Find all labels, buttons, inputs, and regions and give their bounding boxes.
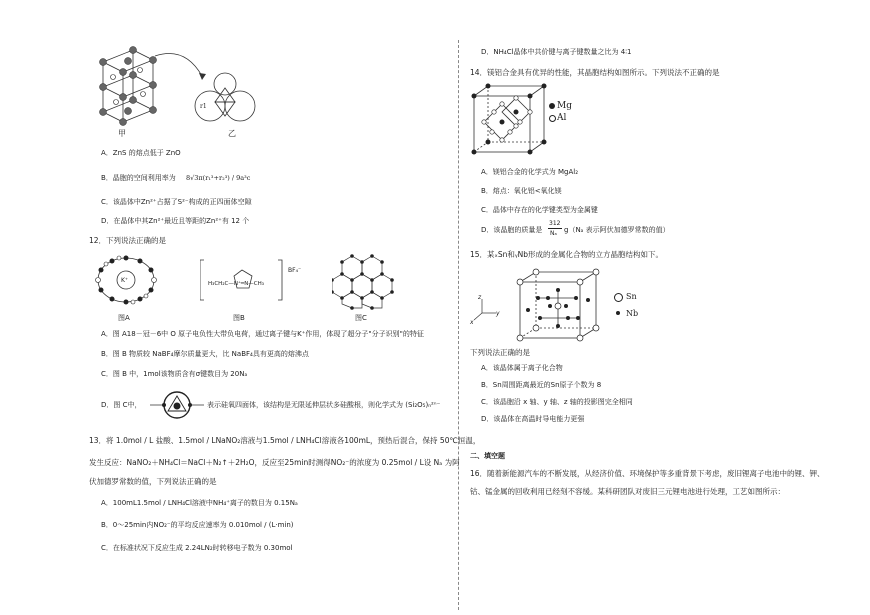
sn-nb-cell-figure (516, 268, 600, 342)
q15-sub-stem: 下列说法正确的是 (470, 348, 530, 357)
silicate-lattice-figure (332, 250, 394, 310)
axis-z-label: z (478, 294, 482, 301)
q16-line-2: 钴、锰金属的回收利用已经刻不容缓。某科研团队对废旧三元锂电池进行处理，工艺如图所示： (470, 487, 785, 496)
fig-b-formula: H₃CH₂C—N⁺═N—CH₃ (208, 281, 264, 287)
q11-formula: 8√3π(r₁³+r₂³) / 9a³c (186, 174, 251, 182)
q14-mass-denominator: Nₐ (550, 230, 557, 237)
legend-al-dot (549, 115, 556, 122)
q13-stem-line-3: 伏加德罗常数的值，下列说法正确的是 (89, 477, 217, 486)
q12-option-b: B．图 B 物质较 NaBF₄摩尔质量更大，比 NaBF₄具有更高的熔沸点 (101, 350, 309, 358)
q15-option-a: A．该晶体属于离子化合物 (481, 364, 563, 372)
q11-option-d: D．在晶体中其Zn²⁺最近且等距的Zn²⁺有 12 个 (101, 217, 250, 225)
fig-b-anion: BF₄⁻ (288, 267, 302, 274)
q13-option-b: B．0～25min内NO₂⁻的平均反应速率为 0.010mol / (L·min) (101, 521, 294, 529)
fig-a-caption: 图A (118, 314, 130, 322)
legend-al-label: Al (557, 113, 567, 123)
q14-option-d-suffix: g（Nₐ 表示阿伏加德罗常数的值） (564, 226, 670, 234)
figure-jia-label: 甲 (118, 129, 126, 138)
q11-option-c: C．该晶体中Zn²⁺占据了S²⁻构成的正四面体空隙 (101, 198, 252, 206)
fig-a-center-ion: K⁺ (121, 277, 129, 284)
q15-option-c: C．该晶胞沿 x 轴、y 轴、z 轴的投影图完全相同 (481, 398, 633, 406)
q16-line-1: 16．随着新能源汽车的不断发展，从经济价值、环境保护等多重背景下考虑，废旧锂离子电池中的锂、钾、 (470, 469, 825, 478)
legend-sn-dot (614, 293, 623, 302)
section-fill-in-heading: 二、填空题 (470, 452, 505, 460)
legend-nb-label: Nb (626, 309, 639, 318)
q14-option-b: B．熔点：氧化铝<氧化镁 (481, 187, 562, 195)
q15-option-d: D．该晶体在高温时导电能力更强 (481, 415, 585, 423)
fig-b-caption: 图B (233, 314, 245, 322)
q13-stem-line-1: 13．将 1.0mol / L 盐酸、1.5mol / LNaNO₂溶液与1.5mol / LNH₄Cl溶液各100mL，预热后混合，保持 50℃恒温， (89, 436, 481, 445)
q13-stem-line-2: 发生反应：NaNO₂＋NH₄Cl＝NaCl＋N₂↑＋2H₂O，反应至25min时测得NO₂⁻的浓度为 0.25mol / L设 Nₐ 为阿 (89, 458, 460, 467)
legend-nb-dot (616, 311, 620, 315)
column-divider (458, 40, 459, 610)
q14-mass-numerator: 312 (549, 220, 561, 227)
q12-option-c: C．图 B 中，1mol该物质含有σ键数目为 20Nₐ (101, 370, 248, 378)
q12-stem: 12．下列说法正确的是 (89, 236, 167, 245)
figure-r1-label: r1 (200, 103, 207, 110)
axis-y-label: y (496, 310, 500, 317)
silicon-tetrahedron-icon (150, 387, 204, 423)
q15-option-b: B．Sn周围距离最近的Sn原子个数为 8 (481, 381, 602, 389)
q14-stem: 14．镁铝合金具有优异的性能，其晶胞结构如图所示。下列说法不正确的是 (470, 68, 720, 77)
q12-option-d-text: 表示硅氧四面体，该结构是无限延伸层状多硅酸根，则化学式为 (Si₂O₅)ₙ²ⁿ⁻ (207, 401, 441, 409)
q13-option-d: D．NH₄Cl晶体中共价键与离子键数量之比为 4∶1 (481, 48, 632, 56)
legend-mg-dot (549, 103, 555, 109)
q15-stem: 15．某ₓSn和ᵧNb形成的金属化合物的立方晶胞结构如下。 (470, 250, 664, 259)
axis-x-label: x (470, 319, 474, 326)
legend-sn-label: Sn (626, 292, 637, 301)
q13-option-c: C．在标准状况下反应生成 2.24LN₂时转移电子数为 0.30mol (101, 544, 293, 552)
figure-yi-label: 乙 (228, 129, 236, 138)
q11-option-b: B．晶胞的空间利用率为 (101, 174, 176, 182)
q13-option-a: A．100mL1.5mol / LNH₄Cl溶液中NH₄⁺离子的数目为 0.15Nₐ (101, 499, 298, 507)
q14-option-a: A．镁铝合金的化学式为 MgAl₂ (481, 168, 579, 176)
close-packing-figure-yi (190, 72, 268, 128)
q14-option-c: C．晶体中存在的化学键类型为金属键 (481, 206, 598, 214)
q11-option-a: A．ZnS 的熔点低于 ZnO (101, 149, 181, 157)
q12-option-d-prefix: D．图 C中， (101, 401, 142, 409)
mg-al-cell-figure (470, 82, 548, 158)
q12-option-a: A．图 A18－冠－6中 O 原子电负性大带负电荷，通过离子键与K⁺作用，体现了超分子"分子识别"的特征 (101, 330, 424, 338)
fig-c-caption: 图C (355, 314, 367, 322)
legend-mg-label: Mg (557, 101, 572, 111)
q14-option-d-prefix: D．该晶胞的质量是 (481, 226, 543, 234)
